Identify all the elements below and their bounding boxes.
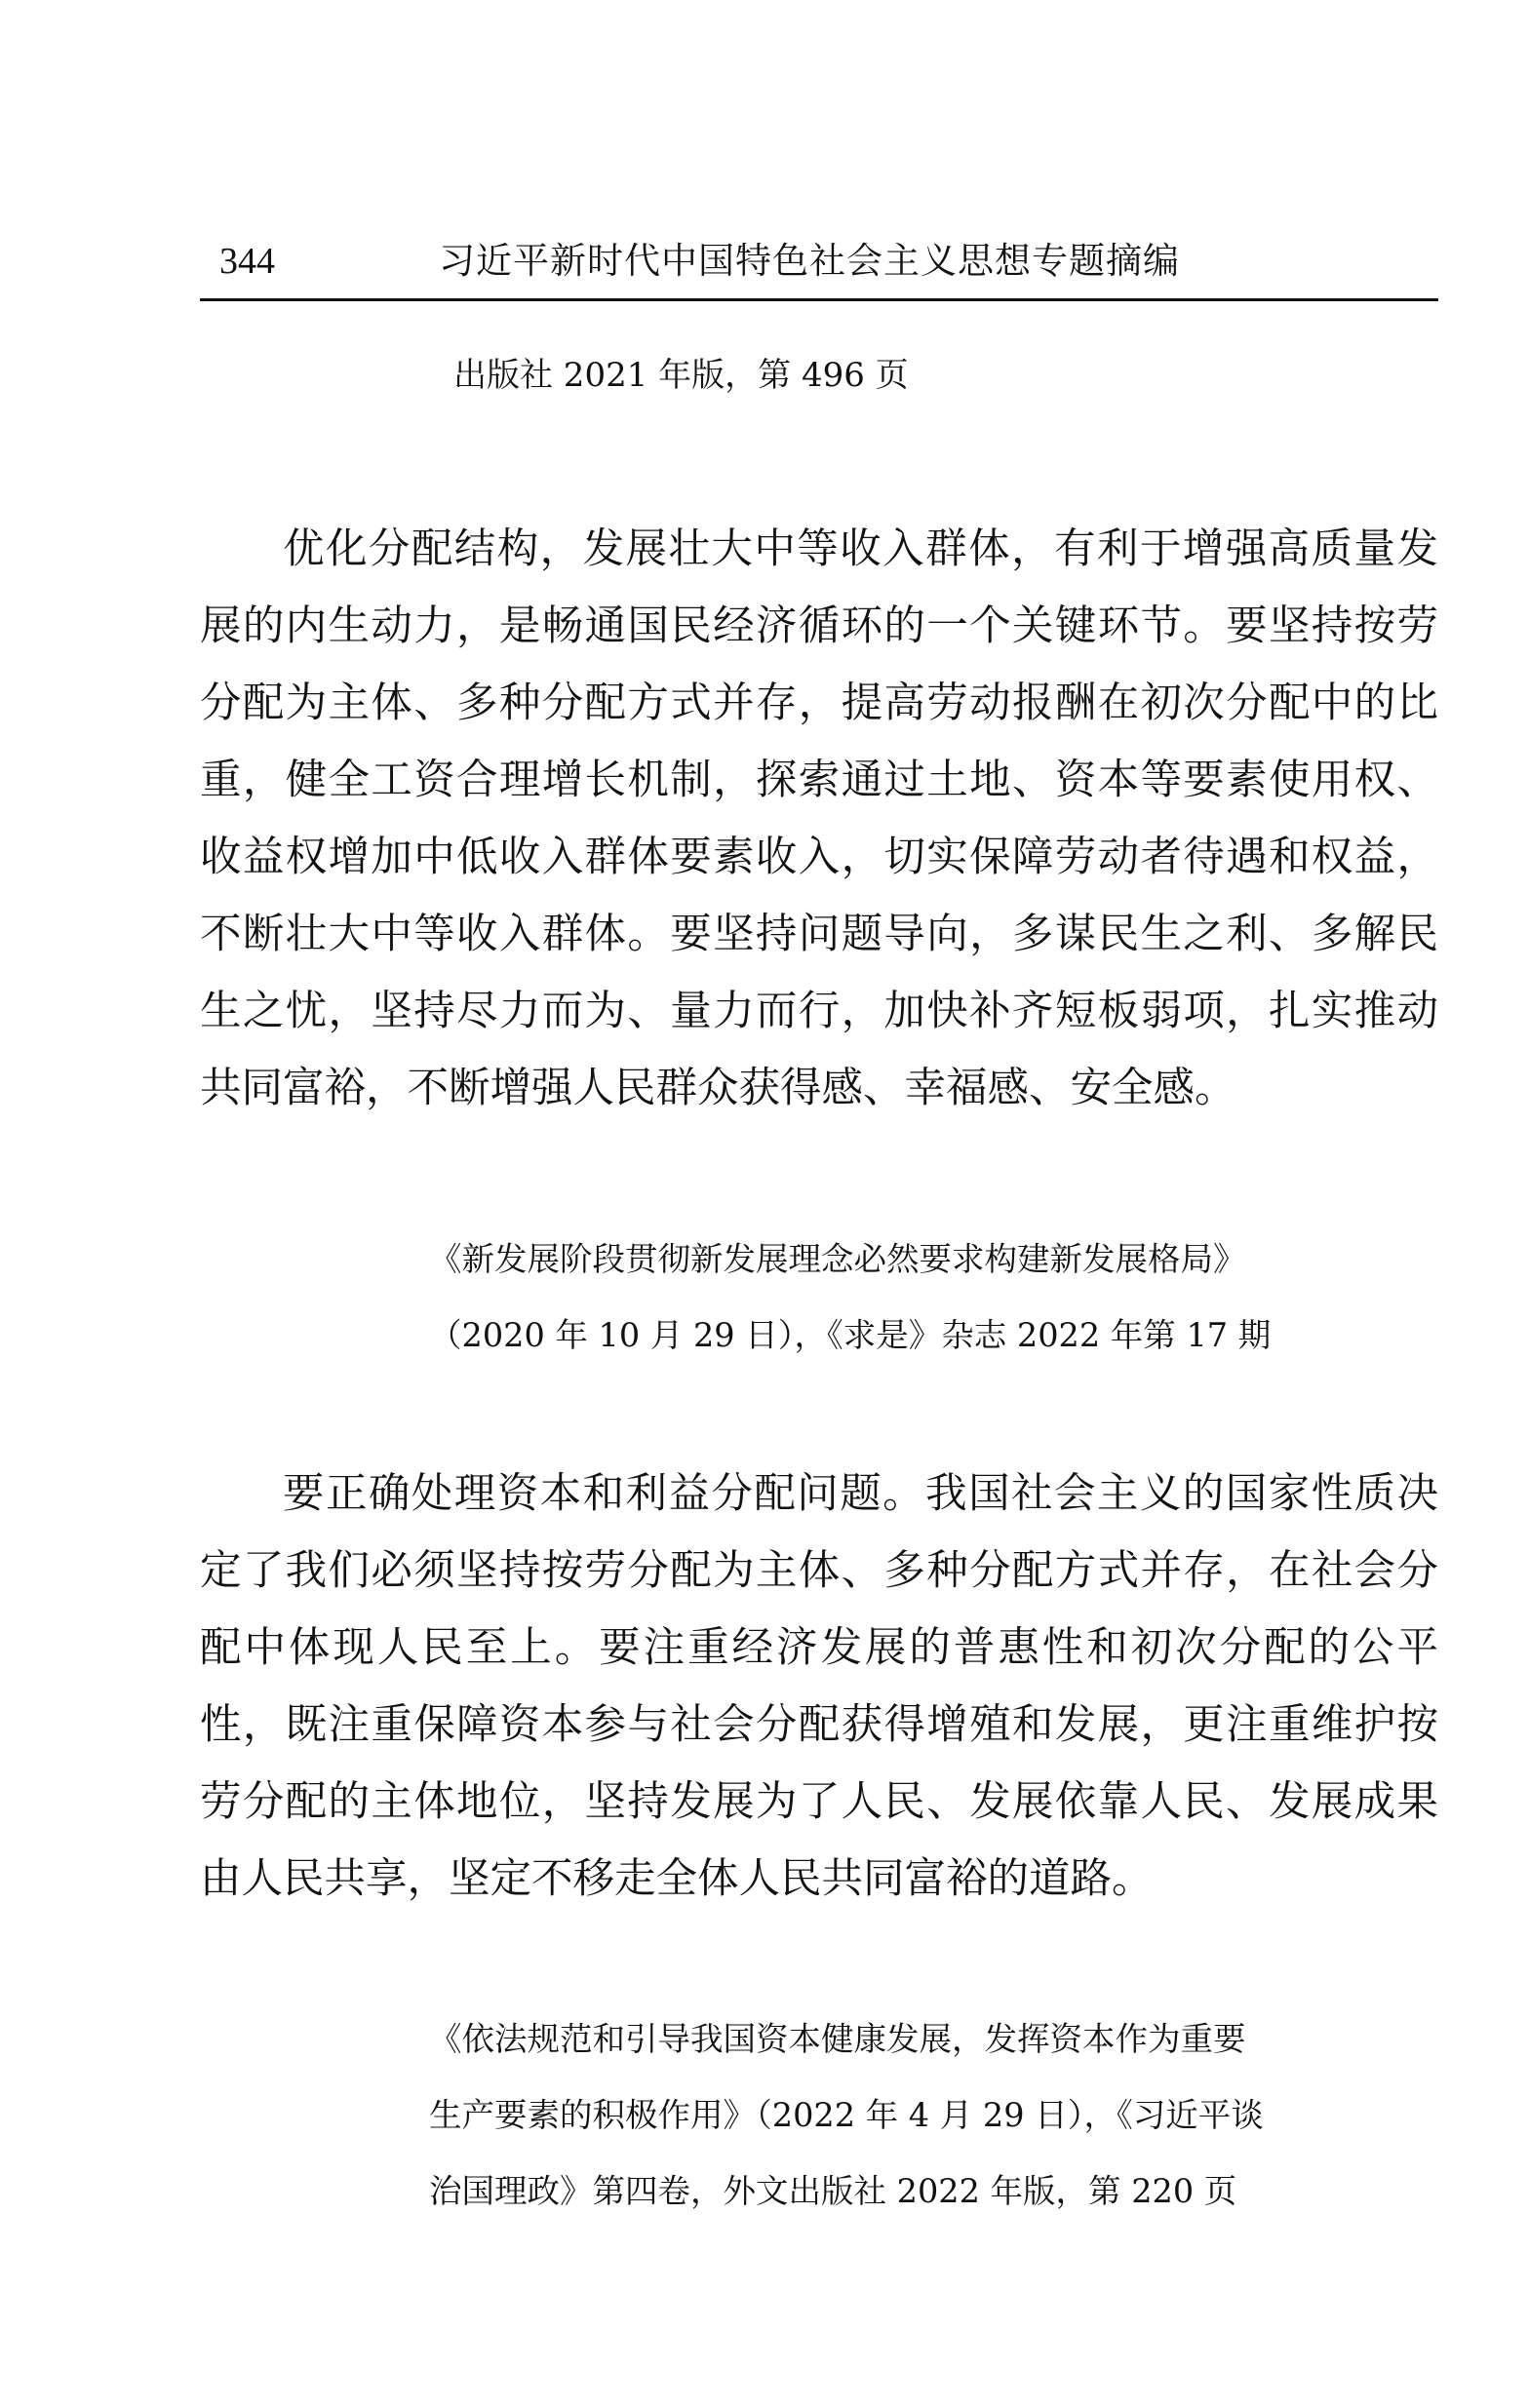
running-title: 习近平新时代中国特色社会主义思想专题摘编: [439, 240, 1180, 282]
header-rule: [200, 298, 1438, 301]
source-line: 生产要素的积极作用》（2022 年 4 月 29 日），《习近平谈: [429, 2096, 1264, 2134]
excerpt-source-2: [429, 2001, 1443, 2230]
page-number: 344: [219, 241, 275, 282]
excerpt-paragraph-1: 优化分配结构，发展壮大中等收入群体，有利于增强高质量发展的内生动力，是畅通国民经济循环的一个关键环节。要坚持按劳分配为主体、多种分配方式并存，提高劳动报酬在初次分配中的比重，健全工资合理增长机制，探索通过土地、资本等要素使用权、收益权增加中低收入群体要素收入，切实保障劳动者待遇和权益，不断壮大中等收入群体。要坚持问题导向，多谋民生之利、多解民生之忧，坚持尽力而为、量力而行，加快补齐短板弱项，扎实推动共同富裕，不断增强人民群众获得感、幸福感、安全感。: [200, 525, 1438, 1112]
source-line: （2020 年 10 月 29 日），《求是》杂志 2022 年第 17 期: [429, 1316, 1272, 1354]
continued-citation: 出版社 2021 年版，第 496 页: [453, 356, 909, 395]
source-line: 治国理政》第四卷，外文出版社 2022 年版，第 220 页: [429, 2172, 1237, 2210]
source-line: 《依法规范和引导我国资本健康发展，发挥资本作为重要: [429, 2020, 1246, 2058]
source-line: 《新发展阶段贯彻新发展理念必然要求构建新发展格局》: [429, 1240, 1246, 1278]
page-header: [200, 232, 1438, 291]
excerpt-source-1: [429, 1222, 1443, 1374]
excerpt-paragraph-2: 要正确处理资本和利益分配问题。我国社会主义的国家性质决定了我们必须坚持按劳分配为主体、多种分配方式并存，在社会分配中体现人民至上。要注重经济发展的普惠性和初次分配的公平性，既注重保障资本参与社会分配获得增殖和发展，更注重维护按劳分配的主体地位，坚持发展为了人民、发展依靠人民、发展成果由人民共享，坚定不移走全体人民共同富裕的道路。: [200, 1470, 1438, 1903]
